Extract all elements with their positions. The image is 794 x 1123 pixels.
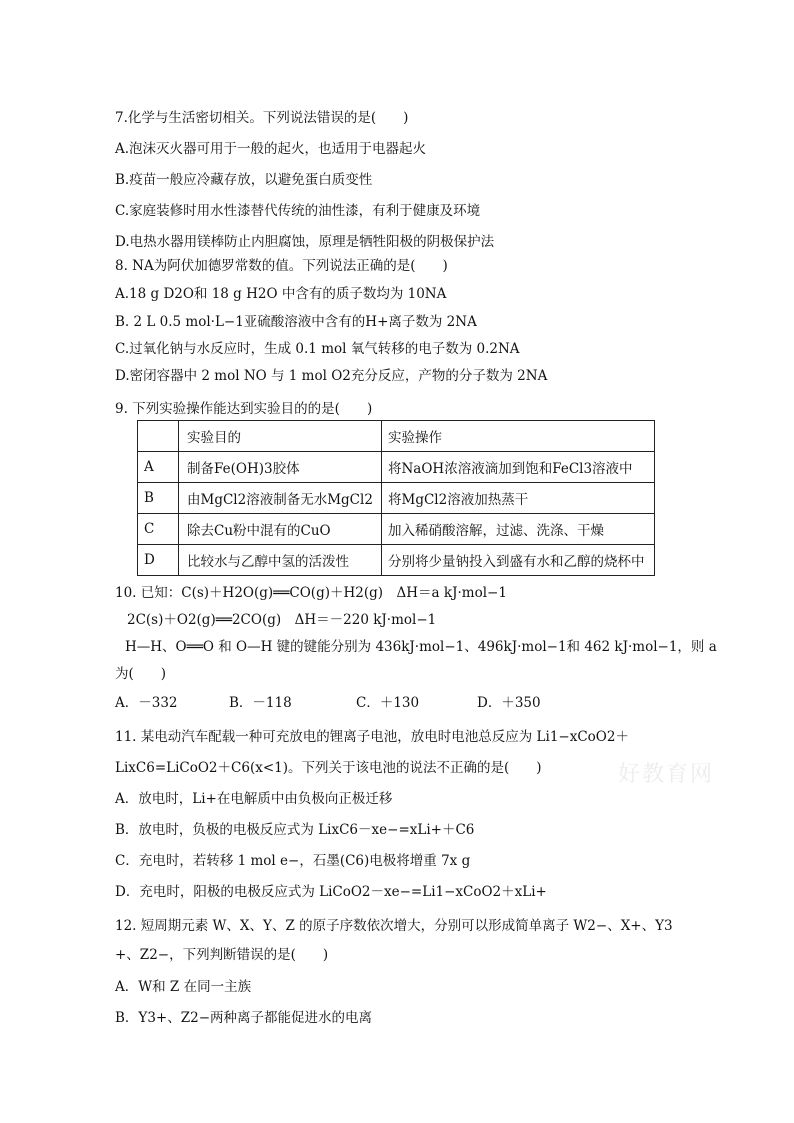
q8-option-d: D.密闭容器中 2 mol NO 与 1 mol O2充分反应，产物的分子数为 2NA	[115, 368, 548, 384]
q10-option-d: D．＋350	[477, 695, 541, 711]
q8-option-a: A.18 g D2O和 18 g H2O 中含有的质子数均为 10NA	[115, 286, 447, 302]
q8-option-b: B. 2 L 0.5 mol·L−1亚硫酸溶液中含有的H+离子数为 2NA	[115, 314, 477, 330]
table-cell: 制备Fe(OH)3胶体	[179, 452, 382, 483]
table-cell: B	[138, 483, 179, 514]
q12-option-a: A．W和 Z 在同一主族	[115, 979, 252, 995]
q7-option-c: C.家庭装修时用水性漆替代传统的油性漆，有利于健康及环境	[115, 203, 481, 219]
q12-option-b: B．Y3+、Z2−两种离子都能促进水的电离	[115, 1010, 373, 1026]
q10-line-4: 为( )	[115, 666, 167, 682]
table-cell: 由MgCl2溶液制备无水MgCl2	[179, 483, 382, 514]
table-cell: C	[138, 514, 179, 545]
q10-option-a: A．－332	[115, 695, 178, 711]
q11-line-1: 11. 某电动汽车配载一种可充放电的锂离子电池，放电时电池总反应为 Li1−xCoO2＋	[115, 729, 629, 745]
q7-option-d: D.电热水器用镁棒防止内胆腐蚀，原理是牺牲阳极的阴极保护法	[115, 234, 495, 250]
q9-table	[137, 420, 655, 576]
q7-option-a: A.泡沫灭火器可用于一般的起火，也适用于电器起火	[115, 141, 427, 157]
table-cell: 将NaOH浓溶液滴加到饱和FeCl3溶液中	[382, 452, 655, 483]
q10-line-2: 2C(s)＋O2(g)══2CO(g) ΔH＝－220 kJ·mol−1	[127, 612, 437, 628]
table-cell: 将MgCl2溶液加热蒸干	[382, 483, 655, 514]
q8-stem: 8. NA为阿伏加德罗常数的值。下列说法正确的是( )	[115, 258, 448, 274]
q10-option-c: C．＋130	[356, 695, 420, 711]
q10-option-b: B．－118	[229, 695, 292, 711]
table-cell	[138, 421, 179, 452]
q12-line-2: +、Z2−，下列判断错误的是( )	[115, 947, 329, 963]
watermark: 好教育网	[618, 762, 715, 787]
q12-line-1: 12. 短周期元素 W、X、Y、Z 的原子序数依次增大，分别可以形成简单离子 W2−、X+、Y3	[115, 918, 673, 934]
q11-option-c: C．充电时，若转移 1 mol e−，石墨(C6)电极将增重 7x g	[115, 853, 471, 869]
table-cell: 分别将少量钠投入到盛有水和乙醇的烧杯中	[382, 545, 655, 576]
table-cell: A	[138, 452, 179, 483]
q9-stem: 9. 下列实验操作能达到实验目的的是( )	[115, 401, 373, 417]
q7-option-b: B.疫苗一般应冷藏存放，以避免蛋白质变性	[115, 172, 373, 188]
q11-option-a: A．放电时，Li+在电解质中由负极向正极迁移	[115, 791, 393, 807]
table-row	[138, 514, 655, 545]
q10-line-3: H—H、O══O 和 O—H 键的键能分别为 436kJ·mol−1、496kJ·mol−1和 462 kJ·mol−1，则 a	[125, 639, 717, 655]
table-header-purpose: 实验目的	[179, 421, 382, 452]
table-cell: 除去Cu粉中混有的CuO	[179, 514, 382, 545]
table-header-operation: 实验操作	[382, 421, 655, 452]
q11-option-d: D．充电时，阳极的电极反应式为 LiCoO2－xe−=Li1−xCoO2＋xLi+	[115, 884, 547, 900]
table-row	[138, 452, 655, 483]
table-cell: 加入稀硝酸溶解，过滤、洗涤、干燥	[382, 514, 655, 545]
table-row	[138, 545, 655, 576]
q10-line-1: 10. 已知：C(s)＋H2O(g)══CO(g)＋H2(g) ΔH＝a kJ·mol−1	[115, 585, 507, 601]
table-cell: D	[138, 545, 179, 576]
table-cell: 比较水与乙醇中氢的活泼性	[179, 545, 382, 576]
q11-line-2: LixC6=LiCoO2＋C6(x<1)。下列关于该电池的说法不正确的是( )	[115, 760, 542, 776]
table-row	[138, 483, 655, 514]
q7-stem: 7.化学与生活密切相关。下列说法错误的是( )	[115, 110, 409, 126]
q11-option-b: B．放电时，负极的电极反应式为 LixC6－xe−=xLi+＋C6	[115, 822, 475, 838]
table-header-row	[138, 421, 655, 452]
q8-option-c: C.过氧化钠与水反应时，生成 0.1 mol 氧气转移的电子数为 0.2NA	[115, 341, 520, 357]
